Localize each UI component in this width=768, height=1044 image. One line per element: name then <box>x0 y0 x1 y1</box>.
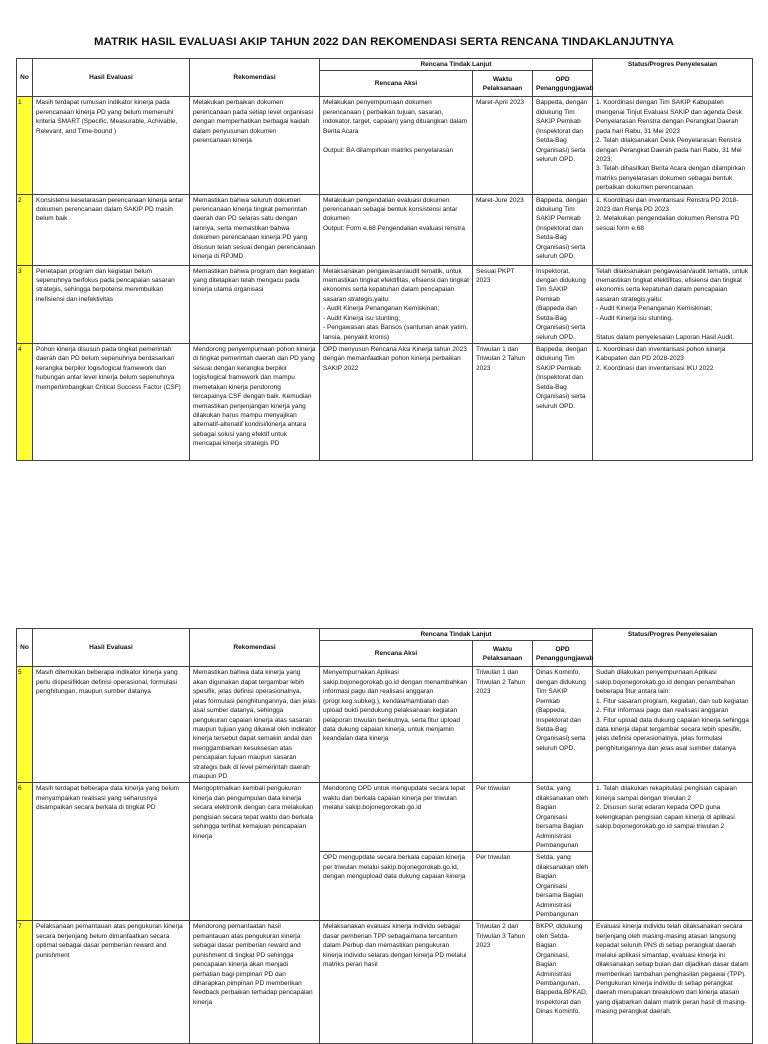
rekomendasi-cell: Memastikan bahwa data kinerja yang akan digunakan dapat tergambar lebih spesifik, jelas definisi operasionalnya, jelas formulasi penghitungannya, dan jelas asal sumber datanya, sehingga pengukuran capaian kinerja atas sasaran maupun tujuan yang dikawal oleh indikator kinerja tersebut dapat semakin andal dan menggambarkan kesuksesan atas pencapaian tujuan maupun sasaran strategis baik di level pemerintah daerah maupun PD <box>190 667 320 783</box>
waktu-cell: Sesuai PKPT 2023 <box>473 265 533 343</box>
hasil-evaluasi-cell: Masih ditemukan beberapa indikator kinerja yang perlu dispesifikkan definisi operasional, formulasi penghitungan, maupun sumber datanya <box>33 667 190 783</box>
rencana-aksi-cell: Melakukan pengendalian evaluasi dokumen perencanaan sebagai bentuk konsistensi antar dokumen Output: Form e.68 Pengendalian evaluasi renstra <box>320 194 473 265</box>
waktu-cell: Per triwulan <box>473 783 533 852</box>
rekomendasi-cell: Mengoptimalkan kembali pengukuran kinerja dan pengumpulan data kinerja secara elektronik dengan cara melakukan pengisian secara tepat waktu dan berkala sehingga terlihat kemajuan pencapaian kinerja <box>190 783 320 921</box>
waktu-cell: Triwulan 2 dan Triwulan 3 Tahun 2023 <box>473 921 533 1044</box>
header-row-top <box>17 59 753 71</box>
opd-cell: Setda, yang dilaksanakan oleh Bagian Organisasi bersama Bagian Administrasi Pembangunan <box>533 783 593 852</box>
page-title: MATRIK HASIL EVALUASI AKIP TAHUN 2022 DAN REKOMENDASI SERTA RENCANA TINDAKLANJUTNYA <box>94 36 674 48</box>
header-opd: OPD Penanggungjawab <box>533 641 593 667</box>
status-cell: 1. Telah dilakukan rekapitulasi pengisian capaian kinerja sampai dengan triwulan 2 2. Disusun surat edaran kepada OPD guna kelengkapan pengisian capain kinerja di aplikasi sakip.bojonegorokab.go.id sampai triwulan 2 <box>593 783 753 921</box>
status-cell: 1. Koordinasi dan inventarisasi Renstra PD 2018-2023 dan Renja PD 2023 2. Melakukan pengendalian dokumen Renstra PD sesuai form e.68 <box>593 194 753 265</box>
header-rekomendasi: Rekomendasi <box>190 629 320 667</box>
header-rencana-tindak-lanjut: Rencana Tindak Lanjut <box>320 629 593 641</box>
hasil-evaluasi-cell: Pelaksanaan pemantauan atas pengukuran kinerja secara berjenjang belum dimanfaatkan secara optimal sebagai dasar pemberian reward and punishment <box>33 921 190 1044</box>
hasil-evaluasi-cell: Masih terdapat rumusan indikator kinerja pada perencanaan kinerja PD yang belum memenuhi kriteria SMART (Specific, Measurable, Achivable, Relevant, and Time-bound ) <box>33 97 190 194</box>
rencana-aksi-cell: Melaksanakan pengawasan/audit tematik, untuk memastikan tingkat efektifitas, efisiensi dan tingkat ekonomis serta kepatuhan dalam pencapaian sasaran strategis,yaitu: - Audit Kinerja Penanganan Kemiskinan; - Audit Kinerja isu stunting; - Pengawasan atas Bansos (santunan anak yatim, lansia, penyakit kronis) <box>320 265 473 343</box>
header-waktu: Waktu Pelaksanaan <box>473 641 533 667</box>
waktu-cell: Triwulan 1 dan Triwulan 2 Tahun 2023 <box>473 344 533 461</box>
waktu-cell: Maret-Jure 2023 <box>473 194 533 265</box>
evaluation-matrix-table-1 <box>16 58 753 461</box>
status-cell: Evaluasi kinerja individu telah dilaksanakan secara berjenjang oleh masing-masing atasan langsung kepadal seluruh PNS di setiap perangkat daerah melalui aplikasi simantap, evaluasi kinerja ini dilaksanakan setiap bulan dan dijadikan dasar dalam memberikan tambahan penghasilan pegawai (TPP). Pengukuran kinerja individu di setiap perangkat daerah merupakan breakdown dari kinerja atasan yang dijabarkan dalam matrik peran hasil di masing-masing perangkat daerah. <box>593 921 753 1044</box>
opd-cell: Bappeda, dengan didukung Tim SAKIP Pemkab (Inspektorat dan Setda-Bag Organisasi) serta seluruh OPD. <box>533 97 593 194</box>
table-row <box>17 194 753 265</box>
row-number: 2 <box>17 194 33 265</box>
rekomendasi-cell: Mendorong penyempurnaan pohon kinerja di tingkat pemerintah daerah dan PD yang sesuai dengan kerangka berpikir logis/logical framework dan mampu memetakan kinerja pendorong tercapainya CSF dengan baik. Kemudian memastikan penjenjangan kinerja yang dilakukan harus mampu menyajikan alternatif-altenatif kondisi/kinerja antara sebagai solusi yang efektif untuk mencapai kinerja strategis PD <box>190 344 320 461</box>
header-rencana-tindak-lanjut: Rencana Tindak Lanjut <box>320 59 593 71</box>
header-rencana-aksi: Rencana Aksi <box>320 641 473 667</box>
header-no: No <box>17 59 33 97</box>
header-hasil-evaluasi: Hasil Evaluasi <box>33 59 190 97</box>
waktu-cell: Triwulan 1 dan Triwulan 2 Tahun 2023 <box>473 667 533 783</box>
waktu-cell: Per triwulan <box>473 852 533 921</box>
header-status: Status/Progres Penyelesaian <box>593 59 753 97</box>
table-row <box>17 265 753 343</box>
row-number: 7 <box>17 921 33 1044</box>
opd-cell: Setda, yang dilaksanakan oleh Bagian Organisasi bersama Bagian Administrasi Pembangunan <box>533 852 593 921</box>
row-number: 1 <box>17 97 33 194</box>
opd-cell: BKPP, didukung oleh Setda-Bagian Organisasi, Bagian Administrasi Pembangunan, Bappeda,BPKAD, Inspektorat dan Dinas Kominfo. <box>533 921 593 1044</box>
table-row <box>17 783 753 852</box>
rekomendasi-cell: Melakukan perbaikan dokumen perencanaan pada setiap level organisasi dengan memperhatikan berbagai kaidah dalam penyusunan dokumen perencanaan kinerja <box>190 97 320 194</box>
rekomendasi-cell: Memastikan bahwa seluruh dokumen perencanaan kinerja tingkat pemerintah daerah dan PD selaras satu dengan lainnya, serta memastikan bahwa dokumen perencanaan kinerja PD yang disusun telah sesuai dengan perencanaan kinerja di RPJMD <box>190 194 320 265</box>
status-cell: 1. Koordinasi dan inventarisasi pohon kinerja Kabupaten dan PD 2028-2023 2. Koordinasi dan inventarisasi IKU 2022 <box>593 344 753 461</box>
header-hasil-evaluasi: Hasil Evaluasi <box>33 629 190 667</box>
table-row <box>17 921 753 1044</box>
header-rekomendasi: Rekomendasi <box>190 59 320 97</box>
row-number: 4 <box>17 344 33 461</box>
waktu-cell: Maret-April 2023 <box>473 97 533 194</box>
row-number: 6 <box>17 783 33 921</box>
rekomendasi-cell: Memastikan bahwa program dan kegiatan yang ditetapkan telah mengacu pada kinerja utama organisasi <box>190 265 320 343</box>
opd-cell: Bappeda, dengan didukung Tim SAKIP Pemkab (Inspektorat dan Setda-Bag Organisasi) serta seluruh OPD. <box>533 344 593 461</box>
rencana-aksi-cell: Melakukan penyempurnaan dokumen perencanaan ( perbaikan tujuan, sasaran, indokator, target, capaian) yang dituangkan dalam Berita Acara Output: BA dilampirkan matriks penyelarasan <box>320 97 473 194</box>
table-row <box>17 344 753 461</box>
row-number: 3 <box>17 265 33 343</box>
row-number: 5 <box>17 667 33 783</box>
rencana-aksi-cell: OPD menyusun Rencana Aksi Kinerja tahun 2023 dengan memanfaatkan pohon kinerja perbaikan SAKIP 2022 <box>320 344 473 461</box>
header-waktu: Waktu Pelaksanaan <box>473 71 533 97</box>
table-row <box>17 667 753 783</box>
status-cell: 1. Koordinasi dengan Tim SAKIP Kabupaten mengenai Tinjut Evaluasi SAKIP dan agenda Desk Penyelarasan Renstra dengan Perangkat Daerah pada hari Rabu, 31 Mei 2023 2. Telah dilaksanakan Desk Penyelarasan Renstra dengan Perangkat Daerah pada hari Rabu, 31 Mei 2023; 3. Telah dihasilkan Berita Acara dengan dilampirkan matriks penyelarasan dokumen sebagai bentuk perbaikan dokumen perencanaan <box>593 97 753 194</box>
hasil-evaluasi-cell: Konsistensi keselarasan perencanaan kinerja antar dokumen perencanaan dalam SAKIP PD masih belum baik <box>33 194 190 265</box>
rencana-aksi-cell: OPD mengupdate secara berkala capaian kinerja per triwulan melalui sakip.bojonegorokab.go.id, dengan mengupload data dukung capaian kinerja <box>320 852 473 921</box>
status-cell: Telah dilaksanakan pengawasan/audit tematik, untuk memastikan tingkat efektifitas, efisiensi dan tingkat ekonomis serta kepatuhan dalam pencapaian sasaran strategis,yaitu: - Audit Kinerja Penanganan Kemiskinan; - Audit Kinerja isu stunting. Status dalam penyelesaian Laporan Hasil Audit. <box>593 265 753 343</box>
rencana-aksi-cell: Menyempurnakan Aplikasi sakip.bojonegorokab.go.id dengan menambahkan informasi pagu dan realisasi anggaran (progr.keg.subkeg.), kendala/hambatan dan upload bukti pendukung pelaksanaan kegiatan pelaporan triwulan berikutnya, serta fitur upload data dukung capaian kinerja, untuk menjamin keandalan data kinerja <box>320 667 473 783</box>
table-row <box>17 97 753 194</box>
hasil-evaluasi-cell: Penetapan program dan kegiatan belum sepenuhnya berfokus pada pencapaian sasaran strategis, sehingga berpotensi menimbulkan inefisiensi dan inefektivitas <box>33 265 190 343</box>
opd-cell: Inspektorat, dengan didukung Tim SAKIP Pemkab (Bappeda dan Setda-Bag Organisasi) serta seluruh OPD. <box>533 265 593 343</box>
header-no: No <box>17 629 33 667</box>
evaluation-matrix-table-2 <box>16 628 753 1044</box>
opd-cell: Dinas Kominfo, dengan didukung Tim SAKIP Pemkab (Bappeda, Inspektorat dan Setda-Bag Organisasi) serta seluruh OPD. <box>533 667 593 783</box>
header-status: Status/Progres Penyelesaian <box>593 629 753 667</box>
status-cell: Sudah dilakukan penyempurnaan Aplikasi sakip.bojonegorokab.go.id dengan penambahan beberapa fitur antara lain: 1. Fitur sasaran program, kegiatan, dan sub kegiatan 2. Fitur informasi pagu dan realisasi anggaran 3. Fitur upload data dukung capaian kinerja sehingga data kinerja dapat tergambar secara lebih spesifik, jelas definisi operasionalnya, jelas formulasi penghitungannya dan jelas asal sumber datanya <box>593 667 753 783</box>
opd-cell: Bappeda, dengan didukung Tim SAKIP Pemkab (Inspektorat dan Setda-Bag Organisasi) serta seluruh OPD. <box>533 194 593 265</box>
rekomendasi-cell: Mendorong pemanfaatan hasil pemantauan atas pengukuran kinerja sebagai dasar pemberian reward and punishment di tingkat PD sehingga pencapaian kinerja akan menjadi perhatian bagi pimpinan PD dan diharapkan pimpinan PD memberikan feedback perbaikan terhadap pencapaian kinerja <box>190 921 320 1044</box>
hasil-evaluasi-cell: Masih terdapat beberapa data kinerja yang belum menyampaikan realisasi yang seharusnya disampaikan secara berkala di tingkat PD <box>33 783 190 921</box>
rencana-aksi-cell: Mendorong OPD untuk mengupdate secara tepat waktu dan berkala capaian kinerja per triwulan melalui sakip.bojonegorokab.go.id <box>320 783 473 852</box>
rencana-aksi-cell: Melaksanakan evaluasi kinerja individu sebagai dasar pemberian TPP sebagaimana tercantum dalam Perbup dan memastikan pengukuran kinerja individu selaras dengan kinerja PD melalui matriks peran hasil <box>320 921 473 1044</box>
header-rencana-aksi: Rencana Aksi <box>320 71 473 97</box>
header-opd: OPD Penanggungjawab <box>533 71 593 97</box>
header-row-top <box>17 629 753 641</box>
hasil-evaluasi-cell: Pohon kinerja disusun pada tingkat pemerintah daerah dan PD belum sepenuhnya berdasarkan kerangka berpikir logis/logical framework dan hubungan antar level kinerja belum sepenuhnya mempertimbangkan Critical Success Factor (CSF) <box>33 344 190 461</box>
